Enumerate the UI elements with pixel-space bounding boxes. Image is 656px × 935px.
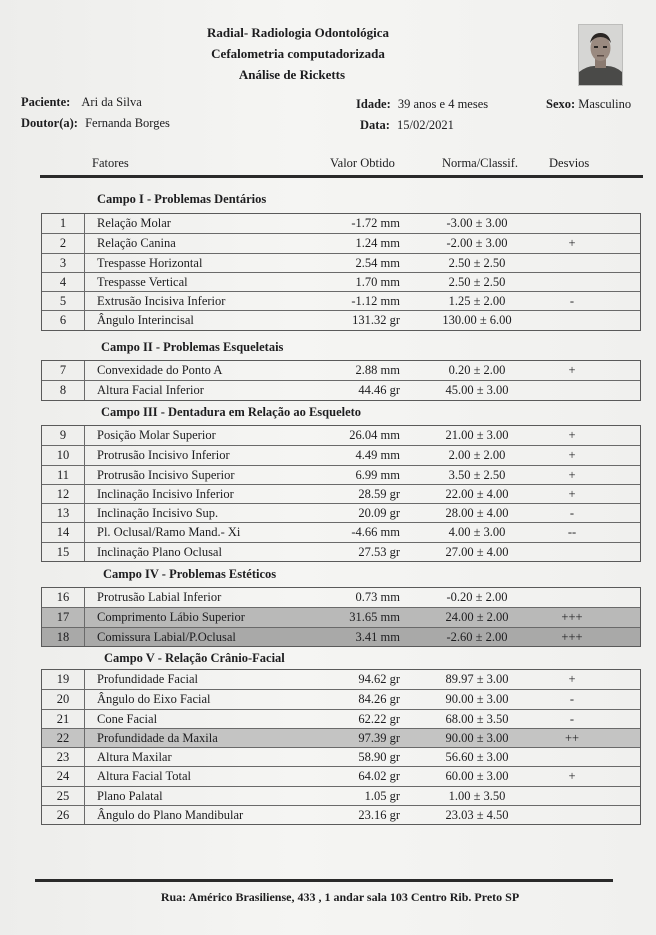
row-value: 2.88 mm [355,363,400,377]
row-value: 1.24 mm [355,236,400,251]
analysis-title: Análise de Ricketts [238,67,346,82]
row-norm: 24.00 ± 2.00 [445,610,509,625]
table-row [42,670,640,689]
row-deviation: + [568,236,576,251]
row-value: 97.39 gr [358,730,400,745]
table-row [42,728,640,747]
table-row [42,426,640,445]
table-row [42,272,640,291]
row-number: 23 [56,750,70,765]
row-number: 26 [56,808,70,823]
row-norm: -3.00 ± 3.00 [446,216,508,230]
section-title: Campo IV - Problemas Estéticos [103,567,277,581]
row-norm: 60.00 ± 3.00 [445,769,509,784]
row-number: 2 [59,236,67,251]
row-value: 84.26 gr [358,692,400,707]
doctor-label: Doutor(a): [21,116,78,130]
doctor-line [21,116,170,131]
table-row [42,766,640,785]
sex-value: Masculino [578,97,632,111]
table-row [42,484,640,503]
row-deviation: + [568,769,576,784]
row-factor: Protrusão Labial Inferior [97,590,222,604]
clinic-name: Radial- Radiologia Odontológica [206,25,390,40]
row-number: 20 [56,692,70,707]
footer-divider [35,879,613,882]
table-row [42,689,640,708]
row-number: 16 [56,590,70,604]
row-value: 64.02 gr [358,769,400,784]
table-row [42,627,640,646]
row-number: 12 [56,486,70,501]
row-number: 14 [56,525,70,540]
age-label: Idade: [356,97,391,111]
table-row [42,607,640,626]
row-factor: Comissura Labial/P.Oclusal [97,629,236,644]
row-factor: Inclinação Incisivo Inferior [97,486,234,501]
row-number: 18 [56,629,70,644]
table-row [42,380,640,399]
row-value: 2.54 mm [355,255,400,270]
row-deviation: + [568,467,576,482]
row-number: 5 [59,294,67,309]
row-number: 4 [59,274,67,289]
row-value: 23.16 gr [358,808,400,823]
row-factor: Comprimento Lábio Superior [97,610,245,625]
patient-photo [578,24,623,86]
section-title: Campo II - Problemas Esqueletais [101,340,284,354]
col-header-norma: Norma/Classif. [442,156,519,170]
row-norm: 90.00 ± 3.00 [445,730,509,745]
row-factor: Extrusão Incisiva Inferior [97,294,226,309]
row-value: 1.05 gr [364,788,400,803]
row-norm: 3.50 ± 2.50 [448,467,506,482]
sex-label: Sexo: [546,97,576,111]
row-factor: Protrusão Incisivo Inferior [97,448,230,463]
row-norm: 28.00 ± 4.00 [445,506,509,521]
section-title: Campo I - Problemas Dentários [97,192,267,206]
row-deviation: + [568,448,576,463]
row-norm: 130.00 ± 6.00 [442,313,512,328]
table-row [42,214,640,233]
row-deviation: - [569,506,575,521]
age-value: 39 anos e 4 meses [397,97,489,111]
row-deviation: + [568,486,576,501]
row-norm: 2.00 ± 2.00 [448,448,506,463]
patient-line [21,95,142,110]
row-value: 31.65 mm [349,610,400,625]
section-table [41,669,641,825]
table-row [42,747,640,766]
row-number: 19 [56,672,70,686]
row-norm: 22.00 ± 4.00 [445,486,509,501]
row-number: 9 [59,428,67,442]
row-factor: Trespasse Horizontal [97,255,203,270]
sex-line [546,97,631,112]
row-deviation: +++ [561,610,583,625]
row-factor: Altura Facial Total [97,769,192,784]
row-factor: Protrusão Incisivo Superior [97,467,235,482]
row-factor: Inclinação Incisivo Sup. [97,506,219,521]
table-row [42,786,640,805]
row-norm: 2.50 ± 2.50 [448,255,506,270]
row-factor: Pl. Oclusal/Ramo Mand.- Xi [97,525,241,540]
row-factor: Inclinação Plano Oclusal [97,544,222,559]
row-norm: 1.00 ± 3.50 [448,788,506,803]
row-value: 44.46 gr [358,383,400,398]
row-number: 7 [59,363,67,377]
row-deviation: - [569,711,575,726]
row-number: 6 [59,313,67,328]
table-row [42,291,640,310]
date-line [360,118,454,133]
row-number: 21 [56,711,70,726]
row-value: 27.53 gr [358,544,400,559]
row-norm: 23.03 ± 4.50 [445,808,509,823]
row-factor: Ângulo do Eixo Facial [97,692,211,707]
row-factor: Ângulo Interincisal [97,313,194,328]
row-value: 3.41 mm [355,629,400,644]
row-number: 10 [56,448,70,463]
row-value: 0.73 mm [355,590,400,604]
row-number: 11 [56,467,70,482]
row-norm: 0.20 ± 2.00 [448,363,506,377]
table-row [42,503,640,522]
row-deviation: - [569,294,575,309]
date-label: Data: [360,118,390,132]
row-norm: -2.00 ± 3.00 [446,236,508,251]
table-row [42,253,640,272]
row-value: 20.09 gr [358,506,400,521]
row-value: 62.22 gr [358,711,400,726]
row-deviation: - [569,692,575,707]
col-header-fatores: Fatores [92,156,129,170]
row-deviation: ++ [564,730,580,745]
row-deviation: + [568,672,576,686]
date-value: 15/02/2021 [396,118,454,132]
row-value: 131.32 gr [352,313,400,328]
age-line [356,97,488,112]
row-factor: Profundidade da Maxila [97,730,218,745]
row-norm: 4.00 ± 3.00 [448,525,506,540]
row-value: -1.12 mm [351,294,400,309]
header-divider [40,175,643,178]
table-row [42,588,640,607]
table-row [42,709,640,728]
row-norm: 45.00 ± 3.00 [445,383,509,398]
patient-name: Ari da Silva [81,95,142,109]
row-number: 8 [59,383,67,398]
col-header-desvios: Desvios [549,156,590,170]
row-norm: 2.50 ± 2.50 [448,274,506,289]
row-norm: 90.00 ± 3.00 [445,692,509,707]
row-number: 3 [59,255,67,270]
row-factor: Cone Facial [97,711,158,726]
section-title: Campo III - Dentadura em Relação ao Esqueleto [101,405,362,419]
patient-label: Paciente: [21,95,71,109]
row-number: 24 [56,769,70,784]
row-value: 4.49 mm [355,448,400,463]
row-value: 28.59 gr [358,486,400,501]
row-factor: Relação Molar [97,216,171,230]
section-title: Campo V - Relação Crânio-Facial [104,651,285,665]
row-number: 13 [56,506,70,521]
row-deviation: + [568,428,576,442]
row-deviation: -- [567,525,577,540]
table-row [42,542,640,561]
row-factor: Trespasse Vertical [97,274,188,289]
row-norm: 68.00 ± 3.50 [445,711,509,726]
row-number: 1 [59,216,67,230]
section-table [41,587,641,647]
row-value: 1.70 mm [355,274,400,289]
row-factor: Convexidade do Ponto A [97,363,223,377]
footer-address: Rua: Américo Brasiliense, 433 , 1 andar sala 103 Centro Rib. Preto SP [160,890,520,904]
row-value: -4.66 mm [351,525,400,540]
table-row [42,445,640,464]
row-number: 15 [56,544,70,559]
row-value: 94.62 gr [358,672,400,686]
row-deviation: +++ [561,629,583,644]
row-factor: Profundidade Facial [97,672,199,686]
section-table [41,213,641,331]
row-norm: 1.25 ± 2.00 [448,294,506,309]
section-table [41,360,641,401]
row-norm: 56.60 ± 3.00 [445,750,509,765]
table-row [42,233,640,252]
row-value: 58.90 gr [358,750,400,765]
row-norm: 21.00 ± 3.00 [445,428,509,442]
col-header-valor: Valor Obtido [330,156,395,170]
table-row [42,805,640,824]
doctor-name: Fernanda Borges [85,116,170,130]
row-norm: -2.60 ± 2.00 [446,629,508,644]
row-factor: Altura Maxilar [97,750,172,765]
row-norm: 89.97 ± 3.00 [445,672,509,686]
section-table [41,425,641,562]
row-factor: Posição Molar Superior [97,428,216,442]
row-number: 22 [56,730,70,745]
row-factor: Plano Palatal [97,788,163,803]
row-norm: -0.20 ± 2.00 [446,590,508,604]
row-factor: Ângulo do Plano Mandibular [97,808,244,823]
table-row [42,465,640,484]
row-deviation: + [568,363,576,377]
row-value: -1.72 mm [351,216,400,230]
row-number: 25 [56,788,70,803]
row-factor: Altura Facial Inferior [97,383,204,398]
row-norm: 27.00 ± 4.00 [445,544,509,559]
row-value: 6.99 mm [355,467,400,482]
report-type: Cefalometria computadorizada [211,46,385,61]
row-factor: Relação Canina [97,236,176,251]
table-row [42,522,640,541]
row-value: 26.04 mm [349,428,400,442]
table-row [42,361,640,380]
table-row [42,310,640,329]
row-number: 17 [56,610,70,625]
